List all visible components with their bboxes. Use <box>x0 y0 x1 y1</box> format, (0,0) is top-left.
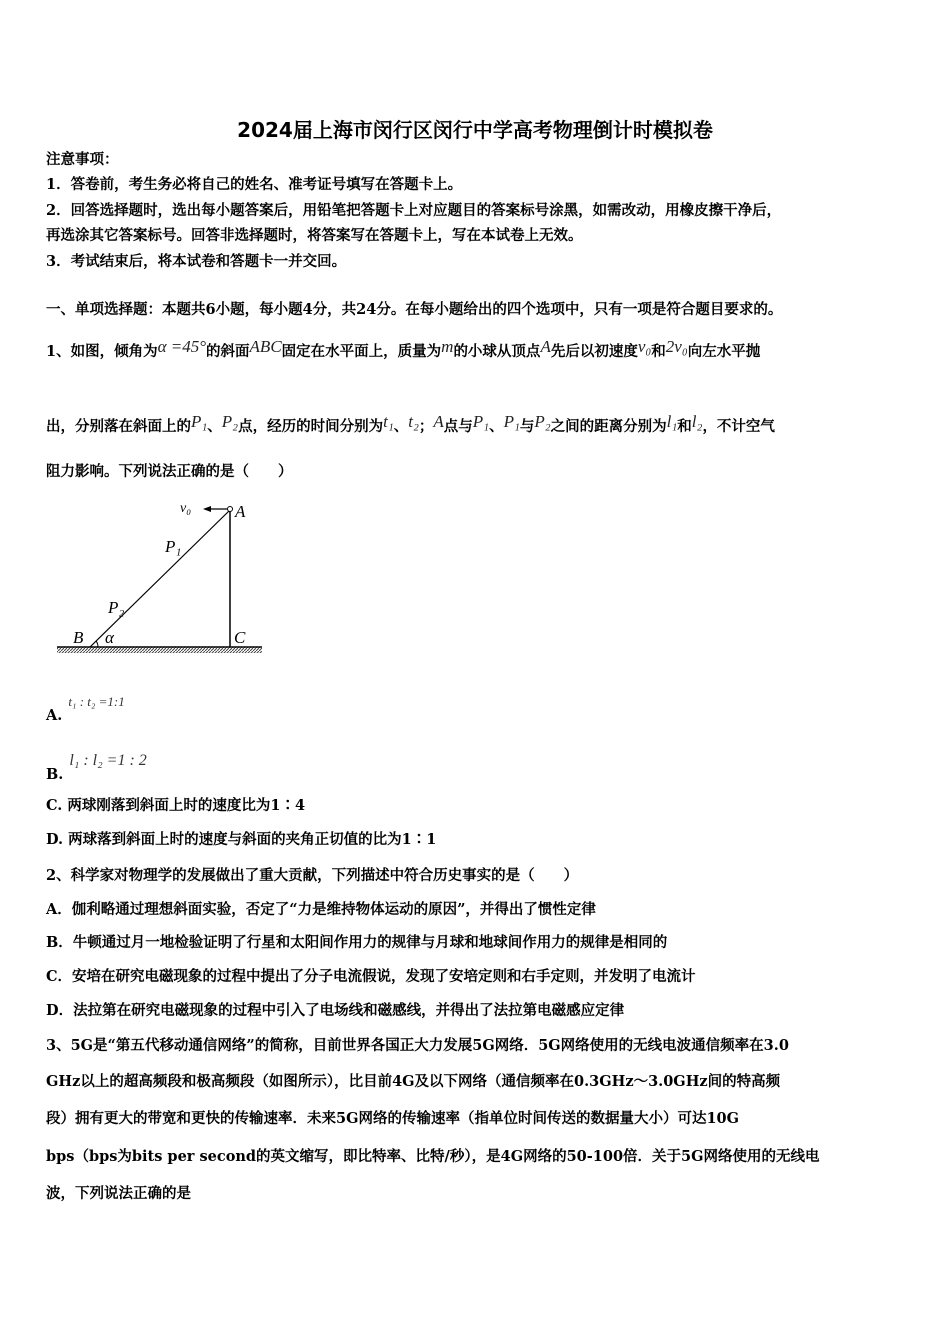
math-symbol: v₀ <box>637 337 652 356</box>
math-symbol: t₂ <box>408 412 419 431</box>
math-symbol: m <box>441 337 454 356</box>
stem-text: ，不计空气 <box>702 418 775 435</box>
notice-item: 3．考试结束后，将本试卷和答题卡一并交回。 <box>46 253 347 270</box>
q2-stem: 2、科学家对物理学的发展做出了重大贡献，下列描述中符合历史事实的是（ ） <box>46 867 579 884</box>
math-symbol: l₂ <box>691 412 703 431</box>
stem-text: 先后以初速度 <box>550 343 638 360</box>
q3-stem-line: 段）拥有更大的带宽和更快的传输速率．未来5G网络的传输速率（指单位时间传送的数据量大小）可达10G <box>46 1110 740 1127</box>
math-symbol: P₁ <box>503 412 520 431</box>
notice-heading: 注意事项： <box>46 151 119 168</box>
math-symbol: ABC <box>249 337 282 356</box>
stem-text: 、 <box>489 418 504 435</box>
math-symbol: P₂ <box>534 412 551 431</box>
label-v0: v₀ <box>180 501 192 516</box>
math-symbol: A <box>433 412 444 431</box>
stem-text: 、 <box>393 418 409 435</box>
ball <box>228 507 233 512</box>
arrowhead <box>203 506 211 512</box>
q2-option-d[interactable]: D．法拉第在研究电磁现象的过程中引入了电场线和磁感线，并得出了法拉第电磁感应定律 <box>46 1002 625 1019</box>
q3-stem-line: 波，下列说法正确的是 <box>46 1185 191 1202</box>
q1-stem-line3: 阻力影响。下列说法正确的是（ ） <box>46 463 293 480</box>
option-text: 两球落到斜面上时的速度与斜面的夹角正切值的比为1∶1 <box>68 831 437 848</box>
math-symbol: α =45° <box>157 337 207 356</box>
q1-option-a[interactable] <box>46 692 125 726</box>
option-label: B. <box>46 766 64 783</box>
option-text: 两球刚落到斜面上时的速度比为1∶4 <box>67 797 306 814</box>
q3-stem-line: 3、5G是“第五代移动通信网络”的简称，目前世界各国正大力发展5G网络．5G网络使用的无线电波通信频率在3.0 <box>46 1037 789 1054</box>
section-heading: 一、单项选择题：本题共6小题，每小题4分，共24分。在每小题给出的四个选项中，只有一项是符合题目要求的。 <box>46 301 783 318</box>
option-math: l₁ : l₂ =1 : 2 <box>69 752 147 769</box>
label-alpha: α <box>105 628 114 647</box>
math-symbol: 2v₀ <box>665 337 688 356</box>
label-P2: P₂ <box>108 598 125 617</box>
option-math: t₁ : t₂ =1:1 <box>68 694 125 709</box>
label-C: C <box>234 628 246 647</box>
stem-text: 向左水平抛 <box>687 343 761 360</box>
q3-stem-line: GHz以上的超高频段和极高频段（如图所示），比目前4G及以下网络（通信频率在0.3GHz～3.0GHz间的特高频 <box>46 1073 781 1090</box>
notice-item: 1．答卷前，考生务必将自己的姓名、准考证号填写在答题卡上。 <box>46 176 463 193</box>
stem-text: 点，经历的时间分别为 <box>238 418 384 435</box>
angle-arc <box>96 641 98 647</box>
q1-option-d[interactable] <box>46 830 436 850</box>
q1-option-b[interactable] <box>46 751 147 785</box>
stem-text: 之间的距离分别为 <box>550 418 667 435</box>
q2-option-c[interactable]: C．安培在研究电磁现象的过程中提出了分子电流假说，发现了安培定则和右手定则，并发明了电流计 <box>46 968 696 985</box>
math-symbol: P₁ <box>191 412 208 431</box>
math-symbol: P₁ <box>472 412 490 431</box>
notice-item: 2．回答选择题时，选出每小题答案后，用铅笔把答题卡上对应题目的答案标号涂黑，如需改动，用橡皮擦干净后， <box>46 202 782 219</box>
label-A: A <box>235 502 246 521</box>
math-symbol: P₂ <box>221 412 239 431</box>
incline-line <box>90 510 230 647</box>
option-label: C. <box>46 797 63 814</box>
math-symbol: A <box>540 337 551 356</box>
option-label: A. <box>46 707 63 724</box>
option-label: D. <box>46 831 64 848</box>
q2-option-a[interactable]: A．伽利略通过理想斜面实验，否定了“力是维持物体运动的原因”，并得出了惯性定律 <box>46 901 596 918</box>
stem-text: 出，分别落在斜面上的 <box>46 418 191 435</box>
math-symbol: t₁ <box>383 412 394 431</box>
stem-text: 的小球从顶点 <box>453 343 541 360</box>
stem-text: ； <box>418 418 434 435</box>
stem-text: 和 <box>651 343 666 360</box>
ground-hatch <box>57 647 262 653</box>
q1-stem-line2 <box>46 412 775 437</box>
page-title: 2024届上海市闵行区闵行中学高考物理倒计时模拟卷 <box>237 118 713 142</box>
label-B: B <box>73 628 84 647</box>
q3-stem-line: bps（bps为bits per second的英文缩写，即比特率、比特/秒），是4G网络的50-100倍．关于5G网络使用的无线电 <box>46 1148 820 1165</box>
stem-text: 点与 <box>443 418 473 435</box>
stem-text: 与 <box>519 418 535 435</box>
notice-item: 再选涂其它答案标号。回答非选择题时，将答案写在答题卡上，写在本试卷上无效。 <box>46 227 583 244</box>
q2-option-b[interactable]: B．牛顿通过月一地检验证明了行星和太阳间作用力的规律与月球和地球间作用力的规律是相同的 <box>46 934 668 951</box>
q1-option-c[interactable] <box>46 796 305 816</box>
stem-text: 的斜面 <box>206 343 250 360</box>
q1-stem-line1 <box>46 337 760 362</box>
stem-text: 固定在水平面上，质量为 <box>281 343 442 360</box>
stem-text: 1、如图，倾角为 <box>46 343 158 360</box>
label-P1: P₁ <box>165 537 182 556</box>
stem-text: 和 <box>677 418 692 435</box>
math-symbol: l₁ <box>666 412 678 431</box>
stem-text: 、 <box>207 418 222 435</box>
incline-figure <box>55 495 270 660</box>
